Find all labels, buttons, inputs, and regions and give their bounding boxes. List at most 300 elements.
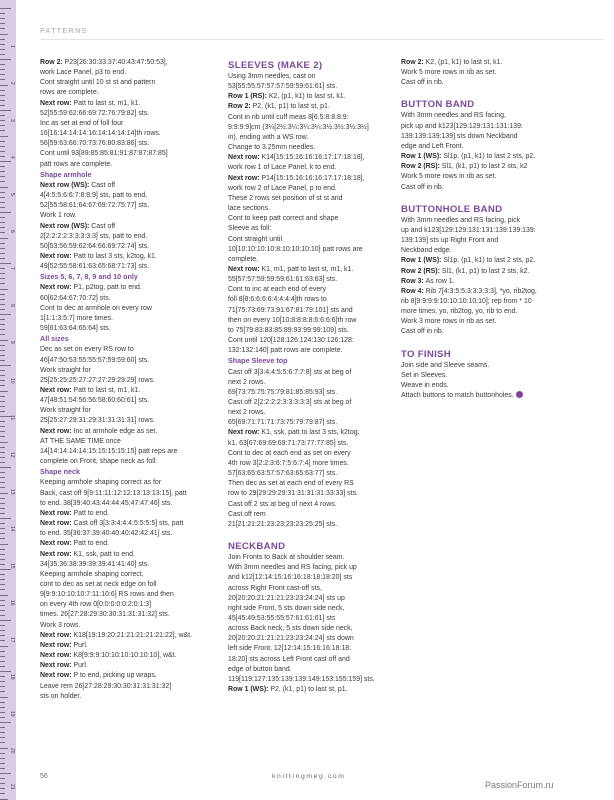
- ruler-tick: [0, 503, 5, 504]
- ruler-tick: [0, 487, 5, 488]
- ruler-tick: [0, 574, 5, 575]
- instruction-text: Join side and Sleeve seams.: [401, 361, 490, 369]
- instruction-line: [40, 692, 220, 702]
- instruction-line: [40, 550, 220, 560]
- instruction-text: K18[19:19:20:21:21:21:21:21:22], w&t.: [73, 631, 192, 639]
- ruler-tick: [0, 105, 5, 106]
- instruction-text: P2, (k1, p1) to last st, p1.: [270, 686, 348, 694]
- instruction-line: [40, 160, 220, 170]
- instruction-text: on every 4th row 0[0:0:0:0:0:2:0:1:3]: [40, 601, 152, 609]
- instruction-text: 1[1:1:3:5:7] more times.: [40, 314, 113, 322]
- ruler-number: 1: [9, 44, 15, 48]
- instruction-text: 132:132:140] patt rows are complete.: [228, 347, 343, 355]
- row-label: Next row:: [228, 174, 262, 182]
- instruction-line: [401, 381, 601, 391]
- instruction-text: P1, p2tog, patt to end.: [73, 284, 142, 292]
- instruction-text: Cont until 93[89:85:85:81:91:87:87:87:85]: [40, 150, 168, 158]
- ruler-tick: [0, 717, 5, 718]
- instruction-text: Cast off 3[3:4:4:5:5:6:7:7:8] sts at beg of: [228, 368, 352, 376]
- instruction-text: These 2 rows set position of st st and: [228, 194, 343, 202]
- ruler-tick: [0, 595, 8, 596]
- instruction-text: As row 1.: [425, 277, 455, 285]
- instruction-text: rib 8[9:9:9:9:10:10:10:10:10]; rep from * 10: [401, 297, 532, 305]
- row-label: Row 2:: [228, 103, 253, 111]
- ruler-tick: [0, 44, 5, 45]
- instruction-text: 71[75:73:69:73:91:67:81:79:101] sts and: [228, 306, 353, 314]
- ruler-tick: [0, 100, 5, 101]
- ruler-tick: [0, 569, 11, 570]
- instruction-line: [40, 129, 220, 139]
- ruler-number: 21: [9, 784, 15, 791]
- instruction-line: [40, 529, 220, 539]
- instruction-line: [401, 327, 601, 337]
- instruction-text: 18:20] sts across Left Front cast off and: [228, 655, 350, 663]
- ruler-number: 15: [9, 562, 15, 569]
- instruction-text: 4th row 3[2:2:3:6:7:5:6:7:4] more times.: [228, 459, 349, 467]
- instruction-line: [228, 520, 396, 530]
- ruler-number: 2: [9, 81, 15, 85]
- instruction-text: 16[16:14:14:14:16:14:14:14:14]th rows.: [40, 130, 161, 138]
- instruction-line: [401, 122, 601, 132]
- ruler-tick: [0, 258, 5, 259]
- ruler-tick: [0, 528, 5, 529]
- instruction-line: [228, 346, 396, 356]
- ruler-tick: [0, 391, 8, 392]
- ruler-tick: [0, 120, 5, 121]
- instruction-text: P to end, picking up wraps.: [73, 672, 157, 680]
- ruler-tick: [0, 763, 5, 764]
- ruler-number: 9: [9, 340, 15, 344]
- instruction-text: Change to 3.25mm needles.: [228, 144, 316, 152]
- row-label: Next row:: [228, 154, 262, 162]
- subheading: [228, 356, 396, 367]
- instruction-text: 46[47:50:53:55:55:57:59:59:60] sts.: [40, 356, 150, 364]
- instruction-text: Cont straight until 10 st st and pattern: [40, 79, 156, 87]
- instruction-line: [228, 644, 396, 654]
- row-label: Next row:: [40, 641, 74, 649]
- header-divider: [40, 39, 604, 40]
- ruler-tick: [0, 18, 5, 19]
- instruction-text: With 3mm needles and RS facing, pick up: [228, 564, 357, 572]
- ruler-tick: [0, 661, 5, 662]
- instruction-text: sts on holder.: [40, 692, 82, 700]
- ruler-tick: [0, 498, 5, 499]
- ruler-tick: [0, 513, 5, 514]
- ruler-tick: [0, 238, 8, 239]
- ruler-tick: [0, 13, 5, 14]
- row-label: Next row (WS):: [40, 222, 92, 230]
- row-label: Row 4:: [401, 287, 426, 295]
- instruction-text: 56[59:63:66:70:73:76:80:83:86] sts.: [40, 140, 150, 148]
- instruction-text: complete on Front, shape neck as foll:: [40, 458, 158, 466]
- instruction-text: Then dec as set at each end of every RS: [228, 480, 354, 488]
- instruction-text: Cast off 2 sts at beg of next 4 rows.: [228, 500, 337, 508]
- instruction-text: work Lace Panel, p3 to end.: [40, 69, 127, 77]
- instruction-text: 59[61:63:64:65:64] sts.: [40, 325, 111, 333]
- ruler-tick: [0, 620, 11, 621]
- instruction-text: across Right Front cast-off sts,: [228, 584, 322, 592]
- ruler-tick: [0, 783, 5, 784]
- ruler-number: 6: [9, 229, 15, 233]
- instruction-text: Cast off in rib.: [401, 79, 444, 87]
- instruction-text: Cast off: [91, 222, 116, 230]
- ruler-tick: [0, 207, 5, 208]
- instruction-text: right side Front, 5 sts down side neck,: [228, 604, 345, 612]
- ruler-tick: [0, 329, 5, 330]
- instruction-text: Neckband edge.: [401, 247, 452, 255]
- instruction-line: [228, 316, 396, 326]
- instruction-text: Cont until 120[128:126:124:130:126:128:: [228, 337, 354, 345]
- ruler-tick: [0, 722, 11, 723]
- instruction-line: [228, 398, 396, 408]
- instruction-line: [228, 368, 396, 378]
- instruction-text: left side Front, 12[12:14:15:16:16:18:18:: [228, 645, 352, 653]
- instruction-line: [401, 162, 601, 172]
- ruler-tick: [0, 447, 5, 448]
- instruction-line: [401, 226, 601, 236]
- instruction-text: Patt to end.: [73, 509, 110, 517]
- row-label: Next row:: [40, 540, 74, 548]
- instruction-text: K14[15:15:16:16:16:17:17:18:18],: [261, 154, 365, 162]
- ruler-tick: [0, 401, 5, 402]
- subheading: [40, 170, 220, 181]
- ruler-tick: [0, 676, 5, 677]
- ruler-tick: [0, 640, 5, 641]
- ruler-tick: [0, 727, 5, 728]
- instruction-text: Patt to last 3 sts, k2tog, k1.: [73, 252, 157, 260]
- spacer: [401, 193, 601, 202]
- ruler-tick: [0, 385, 5, 386]
- instruction-text: Rib 7[4:3:5:5:3:3:3:3:3], *yo, rib2tog,: [425, 287, 537, 295]
- section-heading: BUTTONHOLE BAND: [401, 203, 503, 215]
- instruction-line: [228, 245, 396, 255]
- ruler-tick: [0, 136, 8, 137]
- ruler-tick: [0, 406, 5, 407]
- instruction-line: [40, 201, 220, 211]
- instruction-line: [228, 489, 396, 499]
- ruler-tick: [0, 605, 5, 606]
- ruler-tick: [0, 436, 5, 437]
- instruction-line: [40, 149, 220, 159]
- instruction-line: [40, 499, 220, 509]
- instruction-text: Cast off: [91, 181, 116, 189]
- instruction-text: 55[57:57:59:59:59:61:61:63:63] sts.: [228, 276, 338, 284]
- instruction-line: [401, 236, 601, 246]
- instruction-line: [401, 142, 601, 152]
- ruler-tick: [0, 197, 5, 198]
- ruler-tick: [0, 161, 11, 162]
- instruction-text: k1. 63[67:69:69:69:71:73:77:77:85] sts.: [228, 439, 349, 447]
- instruction-line: [40, 539, 220, 549]
- ruler-tick: [0, 334, 5, 335]
- instruction-text: Dec as set on every RS row to: [40, 346, 134, 354]
- instruction-text: 4[4:5:5:6:6:7:8:8:9] sts, patt to end.: [40, 192, 148, 200]
- instruction-line: [228, 500, 396, 510]
- instruction-text: 52[55:59:62:66:69:72:76:79:82] sts.: [40, 109, 150, 117]
- instruction-text: Cont to keep patt correct and shape: [228, 215, 339, 223]
- instruction-text: 57[63:65:63:57:57:63:65:63:77] sts.: [228, 470, 338, 478]
- ruler-number: 13: [9, 488, 15, 495]
- instruction-line: [40, 651, 220, 661]
- instruction-text: next 2 rows.: [228, 378, 266, 386]
- instruction-text: Keeping armhole shaping correct as for: [40, 479, 162, 487]
- instruction-line: [40, 427, 220, 437]
- instruction-text: complete.: [228, 255, 259, 263]
- instruction-text: 139:139] sts up Right Front and: [401, 237, 499, 245]
- instruction-line: [228, 82, 396, 92]
- column-left: [40, 58, 220, 702]
- instruction-text: 20[20:20:21:21:21:23:23:24:24] sts up: [228, 594, 345, 602]
- instruction-line: [40, 406, 220, 416]
- row-label: Next row (WS):: [40, 181, 92, 189]
- section-heading: BUTTON BAND: [401, 99, 475, 111]
- ruler-tick: [0, 635, 5, 636]
- instruction-line: [228, 479, 396, 489]
- ruler-tick: [0, 283, 5, 284]
- ruler-tick: [0, 375, 5, 376]
- ruler-number: 11: [9, 414, 15, 420]
- ruler-tick: [0, 431, 5, 432]
- instruction-line: [228, 665, 396, 675]
- instruction-line: [40, 478, 220, 488]
- instruction-line: [40, 519, 220, 529]
- instruction-line: [228, 553, 396, 563]
- ruler-tick: [0, 681, 5, 682]
- ruler-tick: [0, 493, 8, 494]
- instruction-line: [40, 447, 220, 457]
- column-middle: [228, 58, 396, 695]
- instruction-text: to 75[79:83:83:85:89:93:99:99:109] sts.: [228, 326, 349, 334]
- subheading: [40, 467, 220, 478]
- row-label: Next row:: [40, 252, 74, 260]
- ruler-tick: [0, 243, 5, 244]
- footer-site: knittingmeg.com: [272, 773, 346, 780]
- instruction-line: [40, 457, 220, 467]
- instruction-line: [228, 133, 396, 143]
- row-label: Next row:: [40, 550, 74, 558]
- tape-measure-ruler: [0, 0, 16, 800]
- section-heading: NECKBAND: [228, 541, 286, 553]
- ruler-tick: [0, 319, 5, 320]
- instruction-text: row to 29[29:29:29:31:31:31:31:33:33] sts.: [228, 490, 358, 498]
- instruction-text: across Back neck, 5 sts down side neck,: [228, 625, 353, 633]
- instruction-text: 50[53:56:59:62:64:66:69:72:74] sts.: [40, 242, 150, 250]
- yarn-ball-icon: [516, 391, 523, 398]
- instruction-line: [228, 275, 396, 285]
- instruction-text: P23[26:30:33:37:40:43:47:50:53],: [64, 59, 168, 66]
- ruler-tick: [0, 584, 5, 585]
- ruler-tick: [0, 426, 5, 427]
- ruler-tick: [0, 23, 5, 24]
- instruction-line: [40, 181, 220, 191]
- instruction-line: [401, 246, 601, 256]
- ruler-number: 20: [9, 747, 15, 754]
- ruler-tick: [0, 115, 5, 116]
- column-right: [401, 58, 601, 401]
- ruler-tick: [0, 533, 5, 534]
- ruler-tick: [0, 370, 5, 371]
- instruction-text: Patt to last st, m1, k1.: [73, 387, 141, 394]
- instruction-line: [40, 78, 220, 88]
- ruler-tick: [0, 702, 5, 703]
- ruler-tick: [0, 39, 5, 40]
- instruction-text: Cont in rib until cuff meas 8[6.5:8:8:8:9:: [228, 113, 349, 121]
- row-label: Next row:: [228, 265, 262, 273]
- ruler-tick: [0, 187, 8, 188]
- instruction-text: Work straight for: [40, 407, 91, 415]
- instruction-text: Patt to end.: [73, 540, 110, 548]
- ruler-tick: [0, 712, 5, 713]
- ruler-tick: [0, 146, 5, 147]
- instruction-text: and k12[12:14:15:16:16:18:18:18:20] sts: [228, 574, 353, 582]
- ruler-tick: [0, 79, 5, 80]
- instruction-line: [401, 256, 601, 266]
- ruler-tick: [0, 294, 5, 295]
- ruler-tick: [0, 457, 5, 458]
- ruler-tick: [0, 742, 5, 743]
- instruction-line: [228, 265, 396, 275]
- instruction-text: K2, (p1, k1) to last st, k1.: [268, 93, 346, 101]
- instruction-text: K2, (p1, k1) to last st, k1.: [425, 59, 503, 66]
- ruler-tick: [0, 314, 11, 315]
- instruction-text: Cont to dec at each end as set on every: [228, 449, 351, 457]
- instruction-line: [228, 113, 396, 123]
- ruler-tick: [0, 615, 5, 616]
- instruction-line: [228, 224, 396, 234]
- instruction-line: [40, 600, 220, 610]
- ruler-tick: [0, 8, 11, 9]
- instruction-line: [40, 356, 220, 366]
- instruction-text: AT THE SAME TIME once: [40, 437, 121, 445]
- instruction-line: [40, 610, 220, 620]
- ruler-number: 3: [9, 118, 15, 122]
- ruler-tick: [0, 472, 5, 473]
- instruction-line: [228, 174, 396, 184]
- ruler-tick: [0, 559, 5, 560]
- row-label: Next row:: [40, 99, 74, 107]
- instruction-text: Purl.: [73, 662, 88, 670]
- ruler-tick: [0, 181, 5, 182]
- row-label: Next row:: [228, 429, 262, 437]
- instruction-line: [40, 345, 220, 355]
- instruction-line: [40, 99, 220, 109]
- ruler-tick: [0, 289, 8, 290]
- ruler-tick: [0, 324, 5, 325]
- ruler-tick: [0, 156, 5, 157]
- instruction-text: 34[35:36:38:39:39:39:41:41:40] sts.: [40, 560, 150, 568]
- ruler-number: 16: [9, 599, 15, 606]
- subheading-text: Shape armhole: [40, 169, 92, 179]
- instruction-text: pick up and k123[129:129:131:131:139:: [401, 122, 523, 130]
- instruction-line: [40, 416, 220, 426]
- ruler-number: 18: [9, 673, 15, 680]
- ruler-tick: [0, 192, 5, 193]
- ruler-tick: [0, 508, 5, 509]
- ruler-tick: [0, 345, 5, 346]
- ruler-tick: [0, 477, 5, 478]
- ruler-tick: [0, 625, 5, 626]
- ruler-tick: [0, 671, 11, 672]
- instruction-text: 139:139:139:139] sts down Neckband: [401, 132, 518, 140]
- ruler-tick: [0, 85, 8, 86]
- instruction-line: [401, 267, 601, 277]
- instruction-text: foll 8[8:6:6:6:6:4:4:4:4]th rows to: [228, 296, 327, 304]
- ruler-number: 5: [9, 192, 15, 196]
- ruler-tick: [0, 482, 5, 483]
- instruction-text: 65[69:71:71:71:73:75:79:79:87] sts.: [228, 419, 338, 427]
- instruction-text: 49[52:55:58:61:63:65:68:71:73] sts.: [40, 263, 150, 271]
- instruction-line: [40, 314, 220, 324]
- ruler-tick: [0, 748, 8, 749]
- instruction-line: [228, 153, 396, 163]
- ruler-tick: [0, 753, 5, 754]
- instruction-text: Cast off in rib.: [401, 183, 444, 191]
- instruction-line: [40, 242, 220, 252]
- instruction-line: [401, 111, 601, 121]
- instruction-line: [228, 563, 396, 573]
- instruction-text: Patt to last st, m1, k1.: [73, 99, 141, 107]
- instruction-text: cont to dec as set at neck edge on foll: [40, 580, 157, 588]
- instruction-line: [228, 306, 396, 316]
- instruction-line: [401, 78, 601, 88]
- instruction-text: Work 3 rows.: [40, 621, 81, 629]
- ruler-tick: [0, 758, 5, 759]
- instruction-text: 60[62:64:67:70:72] sts.: [40, 294, 111, 302]
- instruction-line: [40, 631, 220, 641]
- row-label: Next row:: [40, 662, 74, 670]
- instruction-text: Work straight for: [40, 366, 91, 374]
- instruction-line: [40, 283, 220, 293]
- ruler-tick: [0, 28, 5, 29]
- ruler-tick: [0, 421, 5, 422]
- instruction-line: [401, 361, 601, 371]
- instruction-line: [401, 132, 601, 142]
- instruction-text: lace sections.: [228, 205, 271, 213]
- instruction-text: Attach buttons to match buttonholes.: [401, 392, 514, 400]
- instruction-line: [228, 123, 396, 133]
- row-label: Next row:: [40, 387, 74, 394]
- instruction-line: [40, 324, 220, 334]
- ruler-tick: [0, 549, 5, 550]
- instruction-text: to end. 35[36:37:39:40:40:40:42:42:41] sts.: [40, 530, 173, 538]
- ruler-tick: [0, 90, 5, 91]
- instruction-text: 45[45:49:53:55:55:57:61:61:61] sts: [228, 614, 336, 622]
- instruction-line: [40, 489, 220, 499]
- ruler-tick: [0, 64, 5, 65]
- instruction-text: Using 3mm needles, cast on: [228, 73, 316, 80]
- instruction-text: Purl.: [73, 641, 88, 649]
- spacer: [401, 88, 601, 97]
- instruction-line: [228, 388, 396, 398]
- instruction-text: times. 26[27:28:29:30:30:31:31:31:32] sts.: [40, 611, 170, 619]
- instruction-line: [40, 509, 220, 519]
- instruction-line: [40, 376, 220, 386]
- ruler-tick: [0, 141, 5, 142]
- ruler-tick: [0, 564, 5, 565]
- row-label: Row 1 (WS):: [401, 257, 444, 265]
- instruction-text: Cast off rem: [228, 510, 266, 518]
- ruler-tick: [0, 467, 11, 468]
- subheading: [40, 272, 220, 283]
- ruler-tick: [0, 544, 8, 545]
- instruction-text: Back, cast off 9[9:11:11:12:12:13:13:13:15], patt: [40, 489, 187, 497]
- instruction-text: then on every 10[10:8:8:8:8:6:6:6:6]th row: [228, 316, 357, 324]
- instruction-text: 47[48:51:54:56:56:58:60:60:61] sts.: [40, 397, 150, 405]
- instruction-line: [228, 194, 396, 204]
- ruler-tick: [0, 610, 5, 611]
- row-label: Row 1 (RS):: [228, 93, 269, 101]
- ruler-tick: [0, 232, 5, 233]
